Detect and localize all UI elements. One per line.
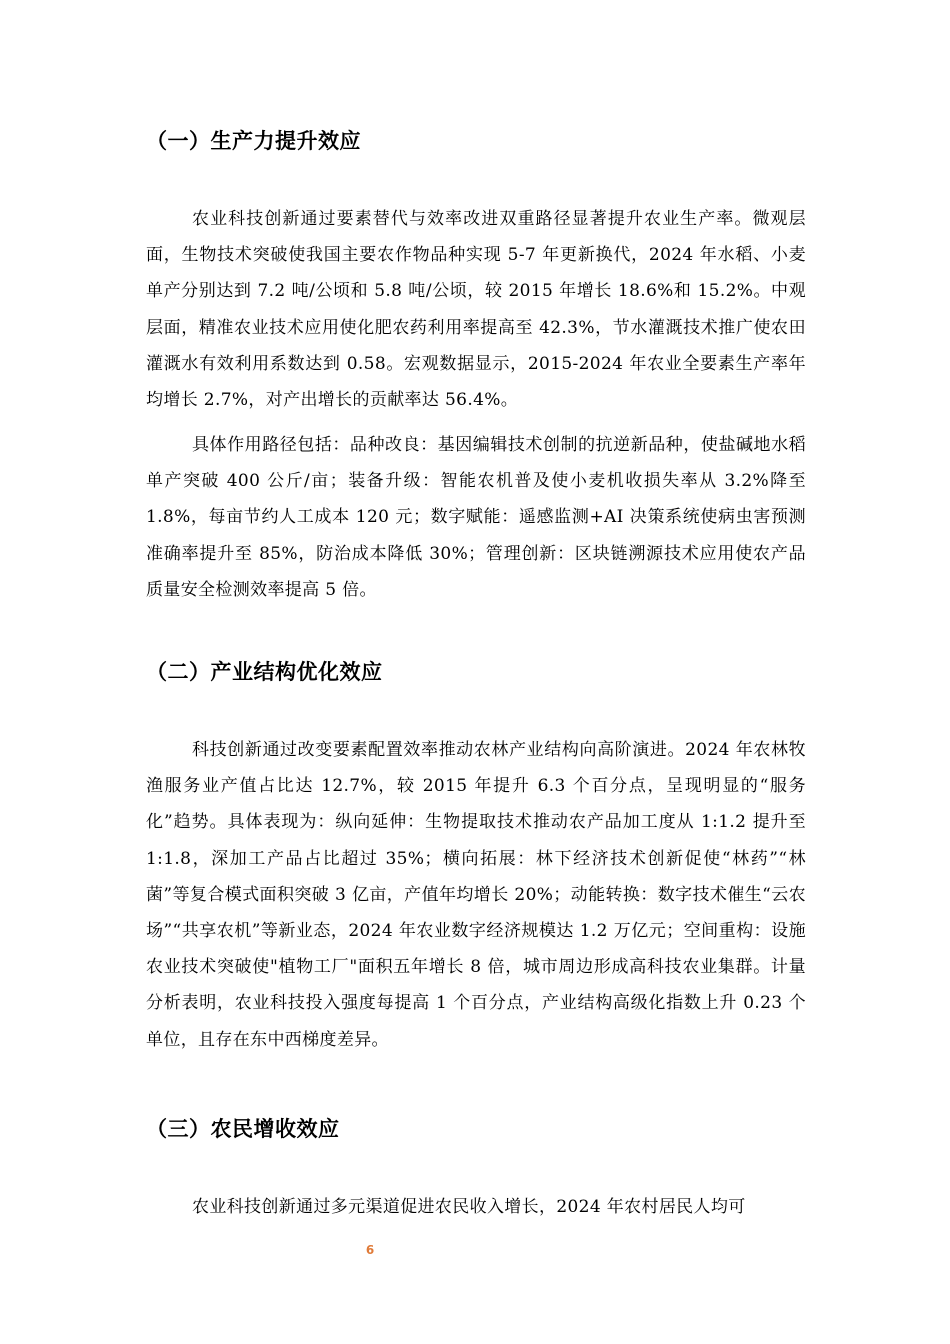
section-paragraph-farmer-income-1: 农业科技创新通过多元渠道促进农民收入增长，2024 年农村居民人均可 <box>192 1197 746 1217</box>
section-heading-farmer-income: （三）农民增收效应 <box>146 1117 340 1141</box>
section-paragraph-industry-structure-1: 科技创新通过改变要素配置效率推动农林产业结构向高阶演进。2024 年农林牧渔服务业产值占比达 12.7%，较 2015 年提升 6.3 个百分点，呈现明显的“服务化”趋势。具体表现为：纵向延伸：生物提取技术推动农产品加工度从 1:1.2 提升至 1:1.8，深加工产品占比超过 35%；横向拓展：林下经济技术创新促使“林药”“林菌”等复合模式面积突破 3 亿亩，产值年均增长 20%；动能转换：数字技术催生“云农场”“共享农机”等新业态，2024 年农业数字经济规模达 1.2 万亿元；空间重构：设施农业技术突破使"植物工厂"面积五年增长 8 倍，城市周边形成高科技农业集群。计量分析表明，农业科技投入强度每提高 1 个百分点，产业结构高级化指数上升 0.23 个单位，且存在东中西梯度差异。 <box>146 740 806 1050</box>
section-heading-productivity: （一）生产力提升效应 <box>146 129 361 153</box>
page-number: 6 <box>365 1243 375 1257</box>
section-paragraph-productivity-2: 具体作用路径包括：品种改良：基因编辑技术创制的抗逆新品种，使盐碱地水稻单产突破 400 公斤/亩；装备升级：智能农机普及使小麦机收损失率从 3.2%降至 1.8%，每亩节约人工成本 120 元；数字赋能：遥感监测+AI 决策系统使病虫害预测准确率提升至 85%，防治成本降低 30%；管理创新：区块链溯源技术应用使农产品质量安全检测效率提高 5 倍。 <box>146 435 806 600</box>
section-heading-industry-structure: （二）产业结构优化效应 <box>146 660 383 684</box>
section-paragraph-productivity-1: 农业科技创新通过要素替代与效率改进双重路径显著提升农业生产率。微观层面，生物技术突破使我国主要农作物品种实现 5-7 年更新换代，2024 年水稻、小麦单产分别达到 7.2 吨/公顷和 5.8 吨/公顷，较 2015 年增长 18.6%和 15.2%。中观层面，精准农业技术应用使化肥农药利用率提高至 42.3%，节水灌溉技术推广使农田灌溉水有效利用系数达到 0.58。宏观数据显示，2015-2024 年农业全要素生产率年均增长 2.7%，对产出增长的贡献率达 56.4%。 <box>146 209 806 411</box>
